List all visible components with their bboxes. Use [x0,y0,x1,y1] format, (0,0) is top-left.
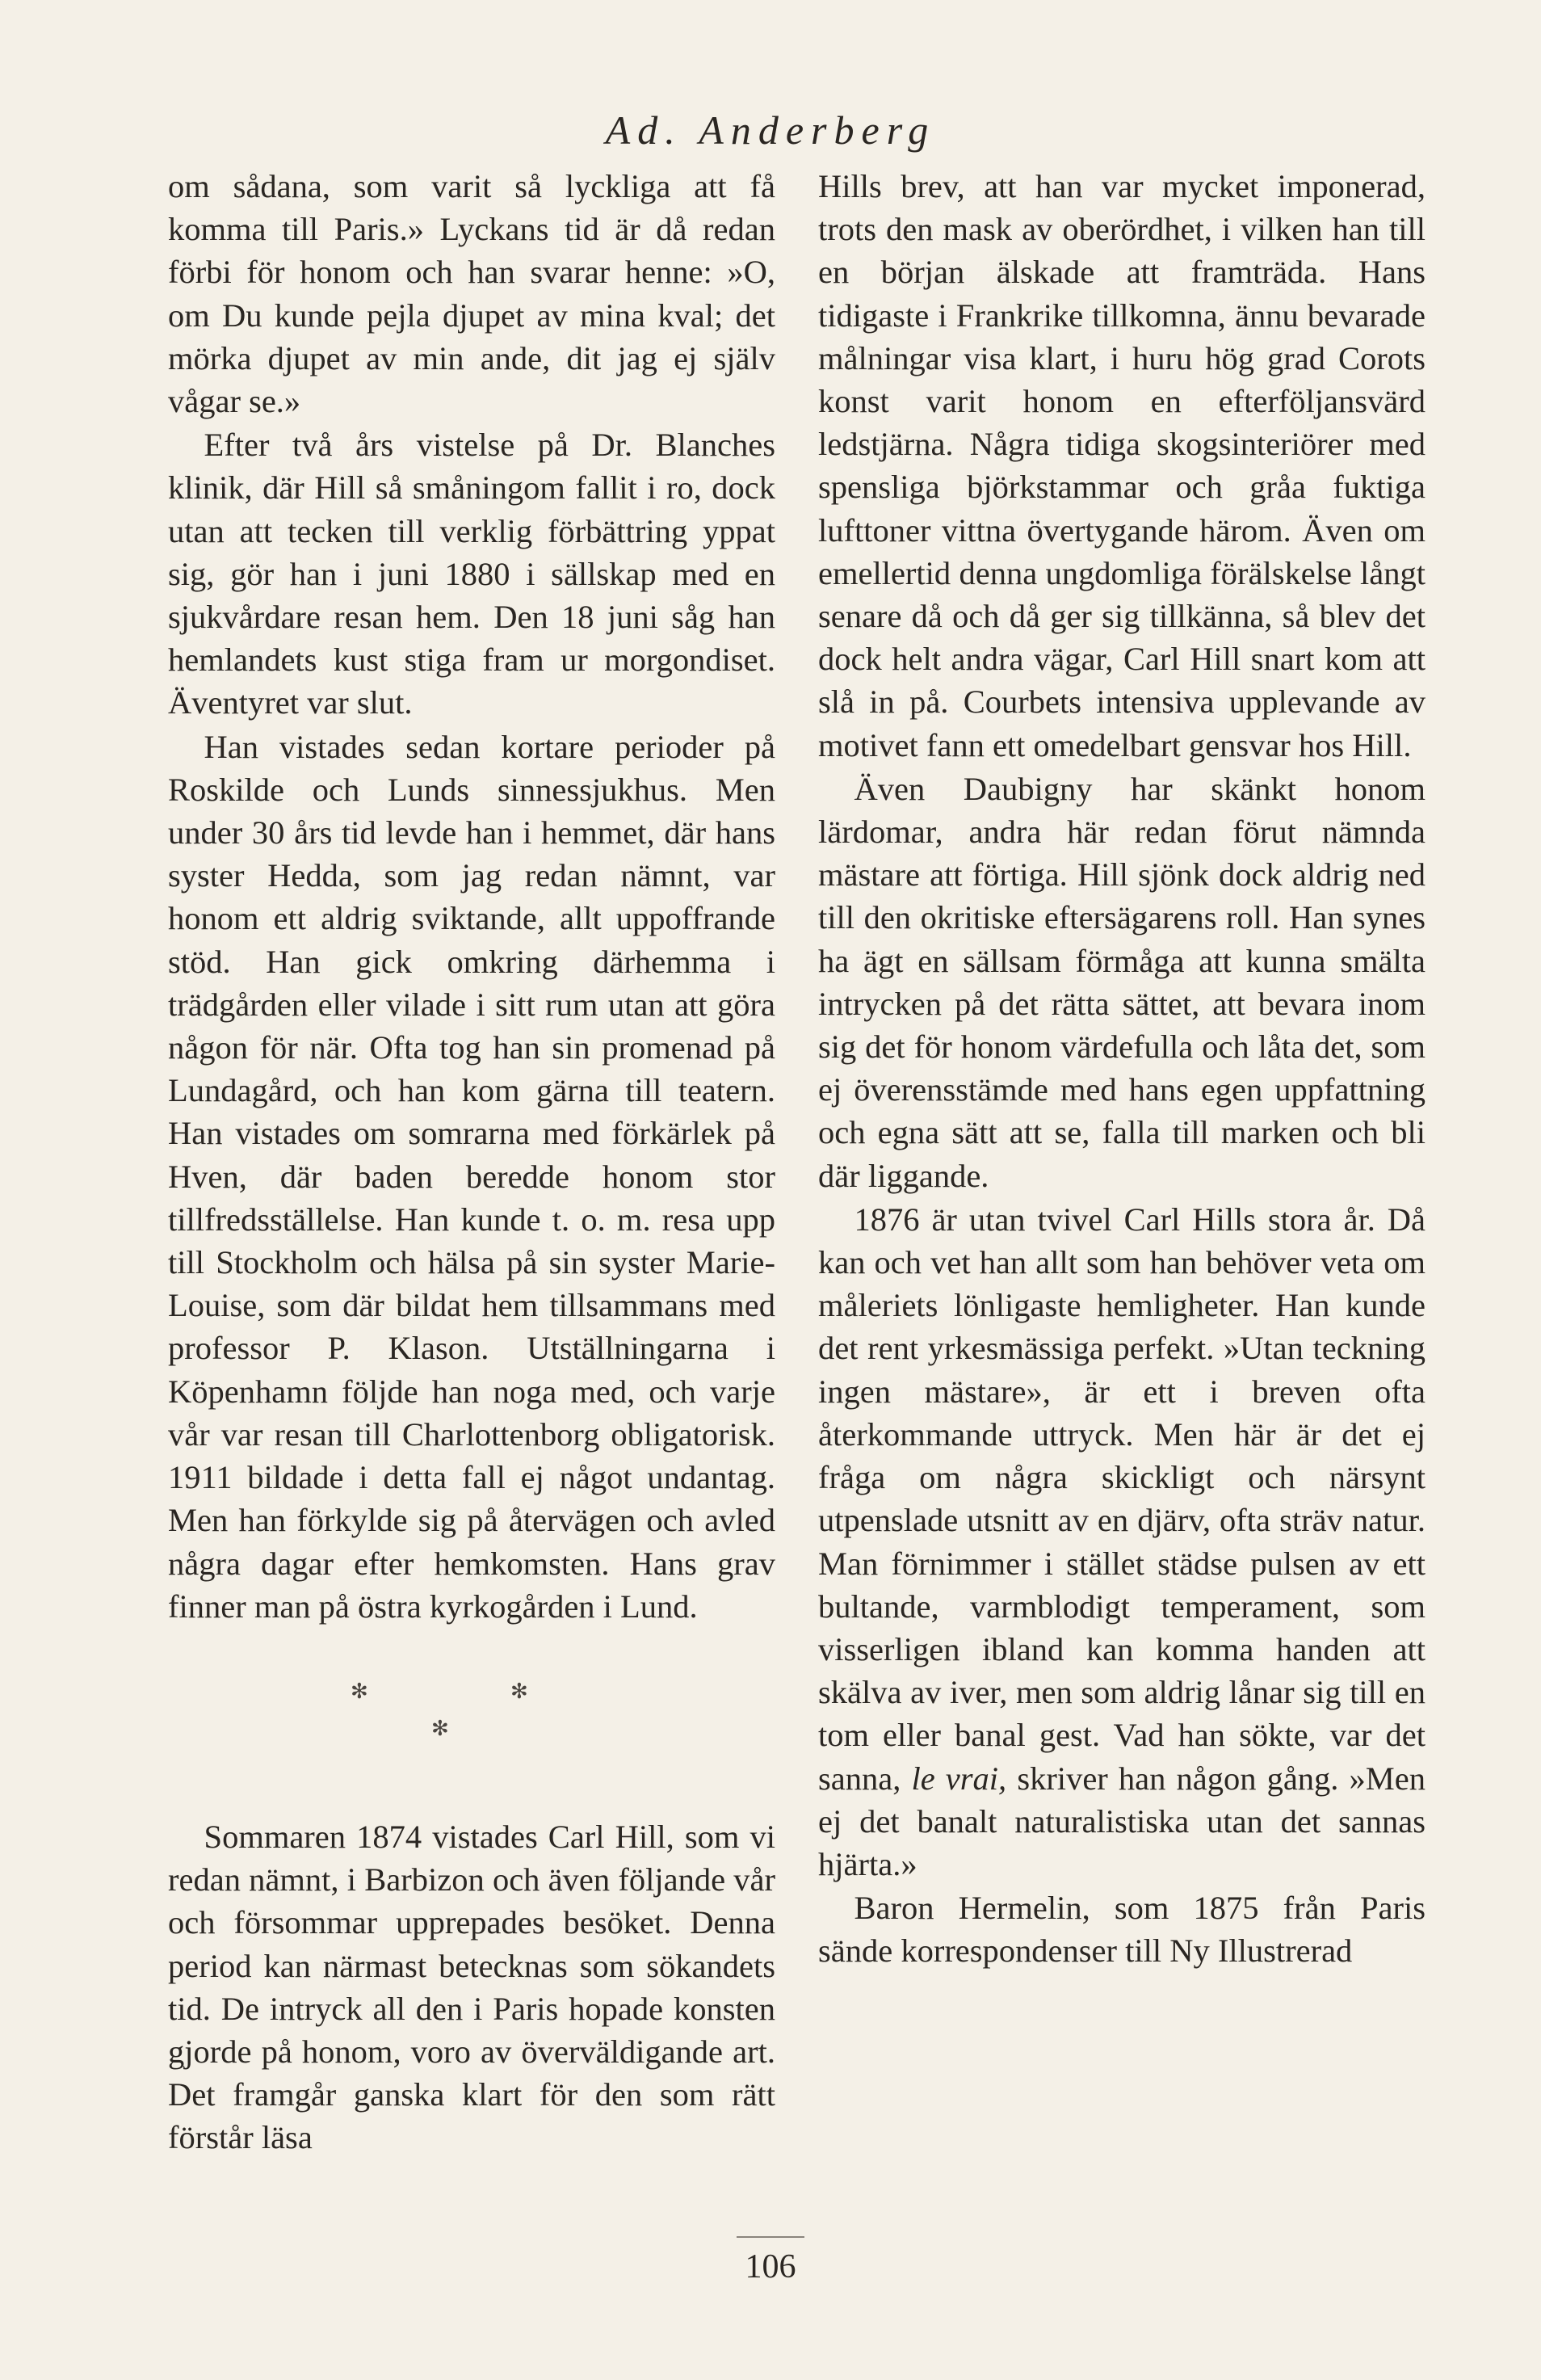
left-paragraph-3: Han vistades sedan kortare perioder på Roskilde och Lunds sinnessjukhus. Men under 30 års tid levde han i hemmet, där hans syster Hedda, som jag redan nämnt, var honom ett aldrig sviktande, allt uppoffrande stöd. Han gick omkring därhemma i trädgården eller vilade i sitt rum utan att göra någon för när. Ofta tog han sin promenad på Lundagård, och han kom gärna till teatern. Han vistades om somrarna med förkärlek på Hven, där baden beredde honom stor tillfredsställelse. Han kunde t. o. m. resa upp till Stockholm och hälsa på sin syster Marie-Louise, som där bildat hem tillsammans med professor P. Klason. Utställningarna i Köpenhamn följde han noga med, och varje vår var resan till Charlottenborg obligatorisk. 1911 bildade i detta fall ej något undantag. Men han förkylde sig på återvägen och avled några dagar efter hemkomsten. Hans grav finner man på östra kyrkogården i Lund. [168,728,775,1625]
left-paragraph-2: Efter två års vistelse på Dr. Blanches klinik, där Hill så småningom fallit i ro, dock utan att tecken till verklig förbättring yppat sig, gör han i juni 1880 i sällskap med en sjukvårdare resan hem. Den 18 juni såg han hemlandets kust stiga fram ur morgondiset. Äventyret var slut. [168,427,775,721]
folio-rule [737,2236,804,2238]
right-paragraph-2: Även Daubigny har skänkt honom lärdomar, andra här redan förut nämnda mästare att förtiga. Hill sjönk dock aldrig ned till den okritiske eftersägarens roll. Han synes ha ägt en sällsam förmåga att kunna smälta intrycken på det rätta sättet, att bevara inom sig det för honom värdefulla och låta det, som ej överensstämde med hans egen uppfattning och egna sätt att se, falla till marken och bli där liggande. [818,770,1426,1194]
right-column [818,165,1426,1974]
left-paragraph-1: om sådana, som varit så lyckliga att få komma till Paris.» Lyckans tid är då redan förbi för honom och han svarar henne: »O, om Du kunde pejla djupet av mina kval; det mörka djupet av min ande, dit jag ej själv vågar se.» [168,168,775,420]
right-paragraph-3 [818,1198,1426,1886]
right-paragraph-3-emphasis: le vrai, [911,1760,1007,1797]
asterism-star-3: ✻ [431,1716,449,1740]
separator-text [168,1639,169,1640]
running-head: Ad. Anderberg [605,107,936,153]
asterism-star-2: ✻ [510,1679,528,1703]
right-paragraph-3-text-b: skriver han någon gång. »Men ej det banalt naturalistiska utan det sannas hjärta.» [818,1760,1426,1882]
left-column [168,165,775,2160]
right-paragraph-4: Baron Hermelin, som 1875 från Paris sände korrespondenser till Ny Illustrerad [818,1890,1426,1970]
right-paragraph-1: Hills brev, att han var mycket imponerad, trots den mask av oberördhet, i vilken han till en början älskade att framträda. Hans tidigaste i Frankrike tillkomna, ännu bevarade målningar visa klart, i huru hög grad Corots konst varit honom en efterföljansvärd ledstjärna. Några tidiga skogsinteriörer med spensliga björkstammar och gråa fuktiga lufttoner vittna övertygande härom. Även om emellertid denna ungdomliga förälskelse långt senare då och då ger sig tillkänna, så blev det dock helt andra vägar, Carl Hill snart kom att slå in på. Courbets intensiva upplevande av motivet fann ett omedelbart gensvar hos Hill. [818,168,1426,763]
right-paragraph-3-text-a: 1876 är utan tvivel Carl Hills stora år. Då kan och vet han allt som han behöver veta om måleriets lönligaste hemligheter. Han kunde det rent yrkesmässiga perfekt. »Utan teckning ingen mästare», är ett i breven ofta återkommande uttryck. Men här är det ej fråga om några skickligt och närsynt utpenslade utsnitt av en djärv, ofta sträv natur. Man förnimmer i stället städse pulsen av ett bultande, varmblodigt temperament, som visserligen ibland kan komma handen att skälva av iver, men som aldrig lånar sig till en tom eller banal gest. Vad han sökte, var det sanna, [818,1201,1426,1797]
section-separator [168,1639,775,1801]
left-paragraph-4: Sommaren 1874 vistades Carl Hill, som vi redan nämnt, i Barbizon och även följande vår och försommar upprepades besöket. Denna period kan närmast betecknas som sökandets tid. De intryck all den i Paris hopade konsten gjorde på honom, voro av överväldigande art. Det framgår ganska klart för den som rätt förstår läsa [168,1818,775,2156]
page-number: 106 [745,2248,796,2285]
asterism-star-1: ✻ [351,1679,368,1703]
